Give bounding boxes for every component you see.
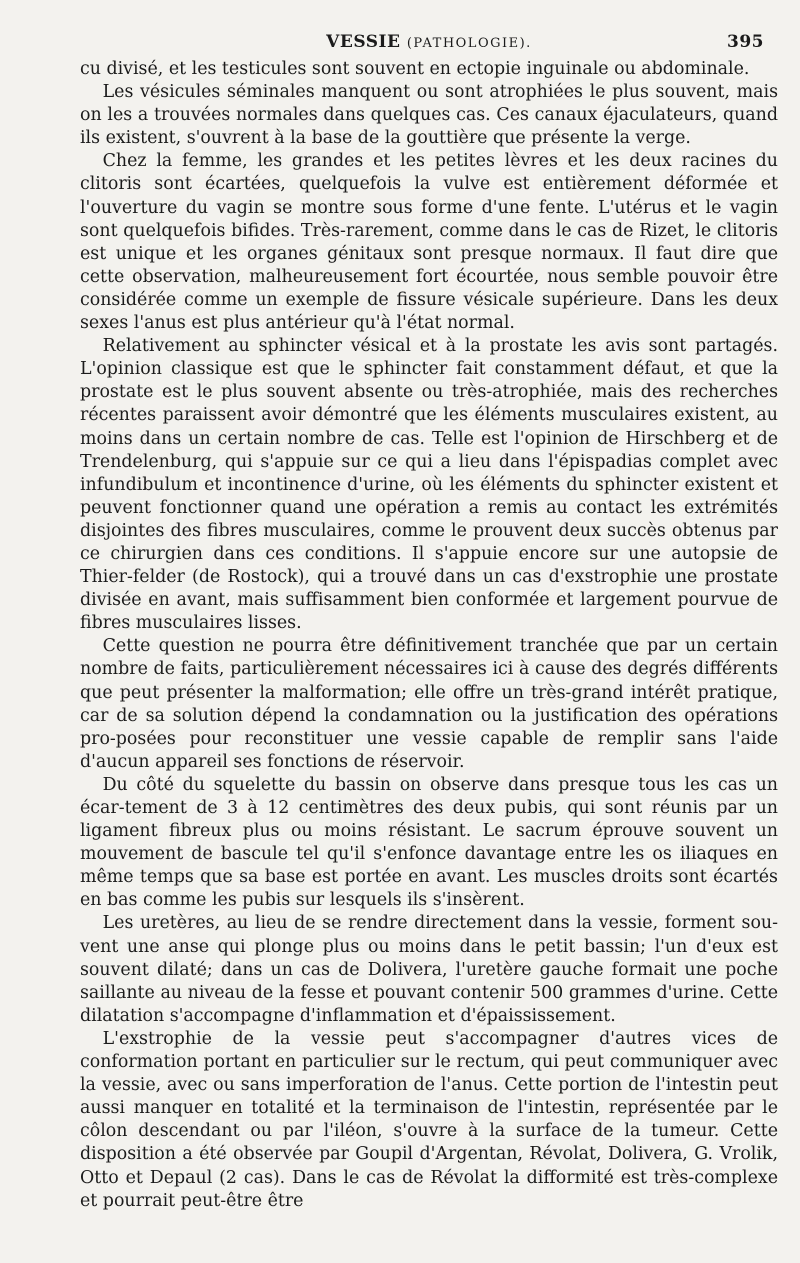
paragraph-3: Chez la femme, les grandes et les petites lèvres et les deux racines du clitoris sont écartées, quelquefois la vulve est entièrement déformée et l'ouverture du vagin se montre sous forme d'une fente. L'utérus et le vagin sont quelquefois bifides. Très-rarement, comme dans le cas de Rizet, le clitoris est unique et les organes génitaux sont presque normaux. Il faut dire que cette observation, malheureusement fort écourtée, nous semble pouvoir être considérée comme un exemple de fissure vésicale supérieure. Dans les deux sexes l'anus est plus antérieur qu'à l'état normal. [80, 151, 778, 334]
running-title [80, 32, 778, 52]
paragraph-4: Relativement au sphincter vésical et à la prostate les avis sont partagés. L'opinion classique est que le sphincter fait constamment défaut, et que la prostate est le plus souvent absente ou très-atrophiée, mais des recherches récentes paraissent avoir démontré que les éléments musculaires existent, au moins dans un certain nombre de cas. Telle est l'opinion de Hirschberg et de Trendelenburg, qui s'appuie sur ce qui a lieu dans l'épispadias complet avec infundibulum et incontinence d'urine, où les éléments du sphincter existent et peuvent fonctionner quand une opération a remis au contact les extrémités disjointes des fibres musculaires, comme le prouvent deux succès obtenus par ce chirurgien dans ces conditions. Il s'appuie encore sur une autopsie de Thier-felder (de Rostock), qui a trouvé dans un cas d'exstrophie une prostate divisée en avant, mais suffisamment bien conformée et largement pourvue de fibres musculaires lisses. [80, 336, 778, 634]
header-subtitle: (PATHOLOGIE). [406, 36, 532, 51]
paragraph-8: L'exstrophie de la vessie peut s'accompagner d'autres vices de conformation portant en particulier sur le rectum, qui peut communiquer avec la vessie, avec ou sans imperforation de l'anus. Cette portion de l'intestin peut aussi manquer en totalité et la terminaison de l'intestin, représentée par le côlon descendant ou par l'iléon, s'ouvre à la surface de la tumeur. Cette disposition a été observée par Goupil d'Argentan, Révolat, Dolivera, G. Vrolik, Otto et Depaul (2 cas). Dans le cas de Révolat la difformité est très-complexe et pourrait peut-être être [80, 1028, 778, 1211]
header-title: VESSIE [326, 32, 401, 52]
paragraph-5: Cette question ne pourra être définitivement tranchée que par un certain nombre de faits, particulièrement nécessaires ici à cause des degrés différents que peut présenter la malformation; elle offre un très-grand intérêt pratique, car de sa solution dépend la condamnation ou la justification des opérations pro-posées pour reconstituer une vessie capable de remplir sans l'aide d'aucun appareil ses fonctions de réservoir. [80, 636, 778, 772]
page-number: 395 [727, 32, 764, 52]
paragraph-2: Les vésicules séminales manquent ou sont atrophiées le plus souvent, mais on les a trouvées normales dans quelques cas. Ces canaux éjaculateurs, quand ils existent, s'ouvrent à la base de la gouttière que présente la verge. [80, 82, 778, 149]
running-header [80, 32, 778, 58]
body-text [80, 58, 778, 1213]
paragraph-6: Du côté du squelette du bassin on observe dans presque tous les cas un écar-tement de 3 à 12 centimètres des deux pubis, qui sont réunis par un ligament fibreux plus ou moins résistant. Le sacrum éprouve souvent un mouvement de bascule tel qu'il s'enfonce davantage entre les os iliaques en même temps que sa base est portée en avant. Les muscles droits sont écartés en bas comme les pubis sur lesquels ils s'insèrent. [80, 774, 778, 911]
paragraph-7: Les uretères, au lieu de se rendre directement dans la vessie, forment sou-vent une anse qui plonge plus ou moins dans le petit bassin; l'un d'eux est souvent dilaté; dans un cas de Dolivera, l'uretère gauche formait une poche saillante au niveau de la fesse et pouvant contenir 500 grammes d'urine. Cette dilatation s'accompagne d'inflammation et d'épaississement. [80, 913, 778, 1026]
paragraph-1: cu divisé, et les testicules sont souvent en ectopie inguinale ou abdominale. [80, 59, 750, 79]
